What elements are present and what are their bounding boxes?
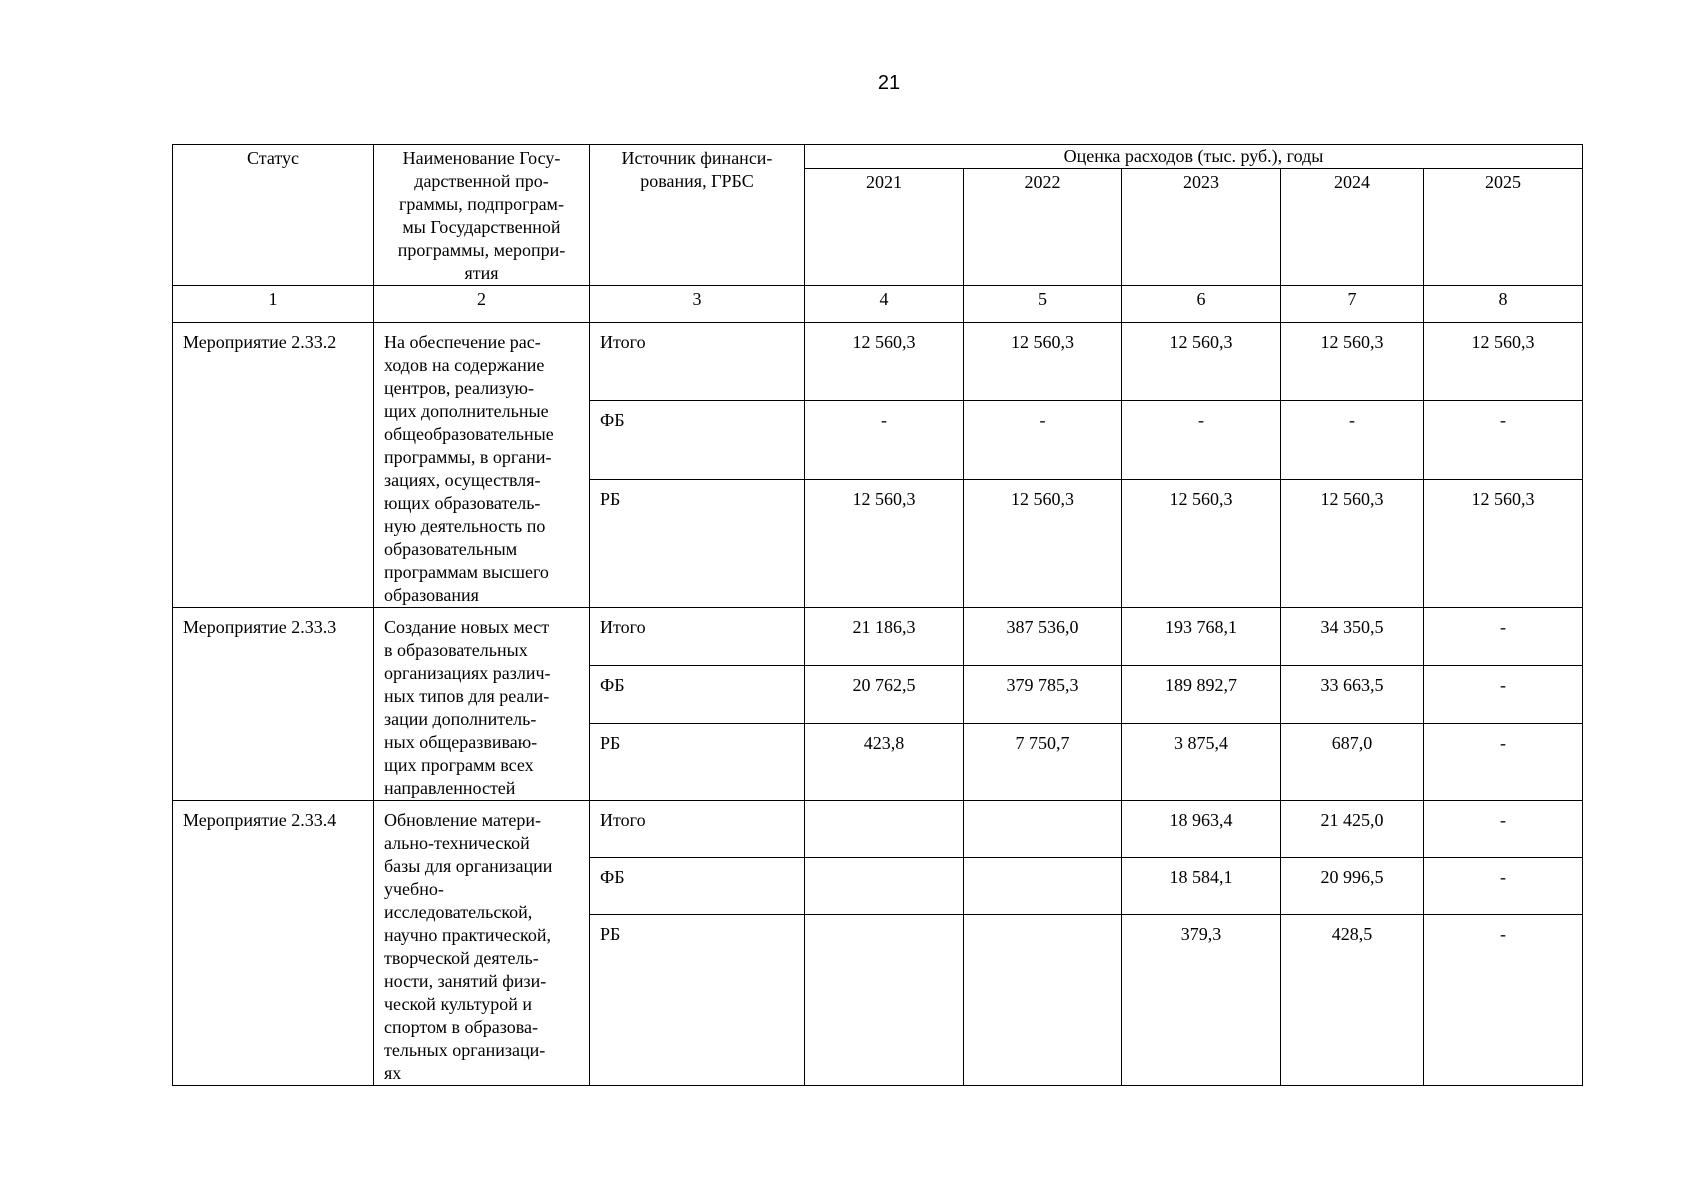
expense-value: 12 560,3 bbox=[1424, 323, 1583, 401]
header-year: 2025 bbox=[1424, 169, 1583, 286]
expense-value: 20 762,5 bbox=[805, 665, 964, 723]
header-status: Статус bbox=[173, 145, 374, 286]
expense-value: 12 560,3 bbox=[964, 479, 1122, 607]
expense-value: 379,3 bbox=[1122, 915, 1281, 1086]
header-year: 2024 bbox=[1281, 169, 1424, 286]
expense-value: - bbox=[1424, 665, 1583, 723]
expense-value: - bbox=[1424, 723, 1583, 800]
column-number: 4 bbox=[805, 286, 964, 323]
expense-value: 21 425,0 bbox=[1281, 801, 1424, 858]
expense-value bbox=[805, 858, 964, 915]
measure-name: Обновление матери- ально-технической базы для организации учебно- исследовательской, научно практической, творческой деятель- ности, занятий физи- ческой культурой и спортом в образова- тельных организаци- ях bbox=[374, 801, 590, 1086]
expense-value: 34 350,5 bbox=[1281, 608, 1424, 666]
measure-status: Мероприятие 2.33.3 bbox=[173, 608, 374, 801]
expense-value: 687,0 bbox=[1281, 723, 1424, 800]
expense-value: 18 584,1 bbox=[1122, 858, 1281, 915]
expense-value bbox=[964, 858, 1122, 915]
funding-source: Итого bbox=[590, 801, 805, 858]
expense-value: - bbox=[1424, 608, 1583, 666]
expense-value: 12 560,3 bbox=[805, 323, 964, 401]
column-number: 5 bbox=[964, 286, 1122, 323]
header-year: 2021 bbox=[805, 169, 964, 286]
expense-value: 18 963,4 bbox=[1122, 801, 1281, 858]
column-number: 6 bbox=[1122, 286, 1281, 323]
column-number: 1 bbox=[173, 286, 374, 323]
budget-table bbox=[172, 144, 1583, 1086]
expense-value: 193 768,1 bbox=[1122, 608, 1281, 666]
measure-name: Создание новых мест в образовательных организациях различ- ных типов для реали- зации дополнитель- ных общеразвиваю- щих программ всех направленностей bbox=[374, 608, 590, 801]
header-row bbox=[173, 145, 1583, 169]
header-year: 2022 bbox=[964, 169, 1122, 286]
column-numbers-row bbox=[173, 286, 1583, 323]
expense-value: 12 560,3 bbox=[1424, 479, 1583, 607]
expense-value: - bbox=[1424, 401, 1583, 479]
column-number: 2 bbox=[374, 286, 590, 323]
measure-status: Мероприятие 2.33.4 bbox=[173, 801, 374, 1086]
funding-source: РБ bbox=[590, 723, 805, 800]
header-name-text: Наименование Госу- дарственной про- граммы, подпрограм- мы Государственной программы, меропри- ятия bbox=[397, 148, 566, 283]
measure-status: Мероприятие 2.33.2 bbox=[173, 323, 374, 608]
funding-source: РБ bbox=[590, 479, 805, 607]
header-expenses: Оценка расходов (тыс. руб.), годы bbox=[805, 145, 1583, 169]
expense-value: 379 785,3 bbox=[964, 665, 1122, 723]
expense-value: 20 996,5 bbox=[1281, 858, 1424, 915]
funding-source: Итого bbox=[590, 323, 805, 401]
expense-value: 7 750,7 bbox=[964, 723, 1122, 800]
table-row bbox=[173, 608, 1583, 666]
column-number: 7 bbox=[1281, 286, 1424, 323]
expense-value: - bbox=[1281, 401, 1424, 479]
header-name bbox=[374, 145, 590, 286]
expense-value: 12 560,3 bbox=[1122, 323, 1281, 401]
measure-name: На обеспечение рас- ходов на содержание центров, реализую- щих дополнительные общеобразовательные программы, в органи- зациях, осуществля- ющих образователь- ную деятельность по образовательным программам высшего образования bbox=[374, 323, 590, 608]
expense-value: 387 536,0 bbox=[964, 608, 1122, 666]
expense-value: 189 892,7 bbox=[1122, 665, 1281, 723]
expense-value: 12 560,3 bbox=[1122, 479, 1281, 607]
expense-value bbox=[964, 915, 1122, 1086]
expense-value: - bbox=[1424, 915, 1583, 1086]
column-number: 3 bbox=[590, 286, 805, 323]
table-row bbox=[173, 801, 1583, 858]
expense-value: 33 663,5 bbox=[1281, 665, 1424, 723]
funding-source: РБ bbox=[590, 915, 805, 1086]
expense-value bbox=[805, 915, 964, 1086]
expense-value: - bbox=[1424, 801, 1583, 858]
column-number: 8 bbox=[1424, 286, 1583, 323]
page-number: 21 bbox=[877, 72, 901, 94]
header-source-text: Источник финанси- рования, ГРБС bbox=[621, 148, 773, 191]
expense-value: 428,5 bbox=[1281, 915, 1424, 1086]
header-year: 2023 bbox=[1122, 169, 1281, 286]
expense-value: 12 560,3 bbox=[964, 323, 1122, 401]
funding-source: ФБ bbox=[590, 401, 805, 479]
expense-value: 12 560,3 bbox=[1281, 479, 1424, 607]
expense-value: - bbox=[1122, 401, 1281, 479]
expense-value bbox=[805, 801, 964, 858]
expense-value: 3 875,4 bbox=[1122, 723, 1281, 800]
expense-value: 12 560,3 bbox=[805, 479, 964, 607]
expense-value: - bbox=[1424, 858, 1583, 915]
expense-value: - bbox=[805, 401, 964, 479]
header-source bbox=[590, 145, 805, 286]
expense-value: 21 186,3 bbox=[805, 608, 964, 666]
expense-value bbox=[964, 801, 1122, 858]
funding-source: ФБ bbox=[590, 665, 805, 723]
expense-value: - bbox=[964, 401, 1122, 479]
expense-value: 423,8 bbox=[805, 723, 964, 800]
table-row bbox=[173, 323, 1583, 401]
funding-source: Итого bbox=[590, 608, 805, 666]
expense-value: 12 560,3 bbox=[1281, 323, 1424, 401]
funding-source: ФБ bbox=[590, 858, 805, 915]
